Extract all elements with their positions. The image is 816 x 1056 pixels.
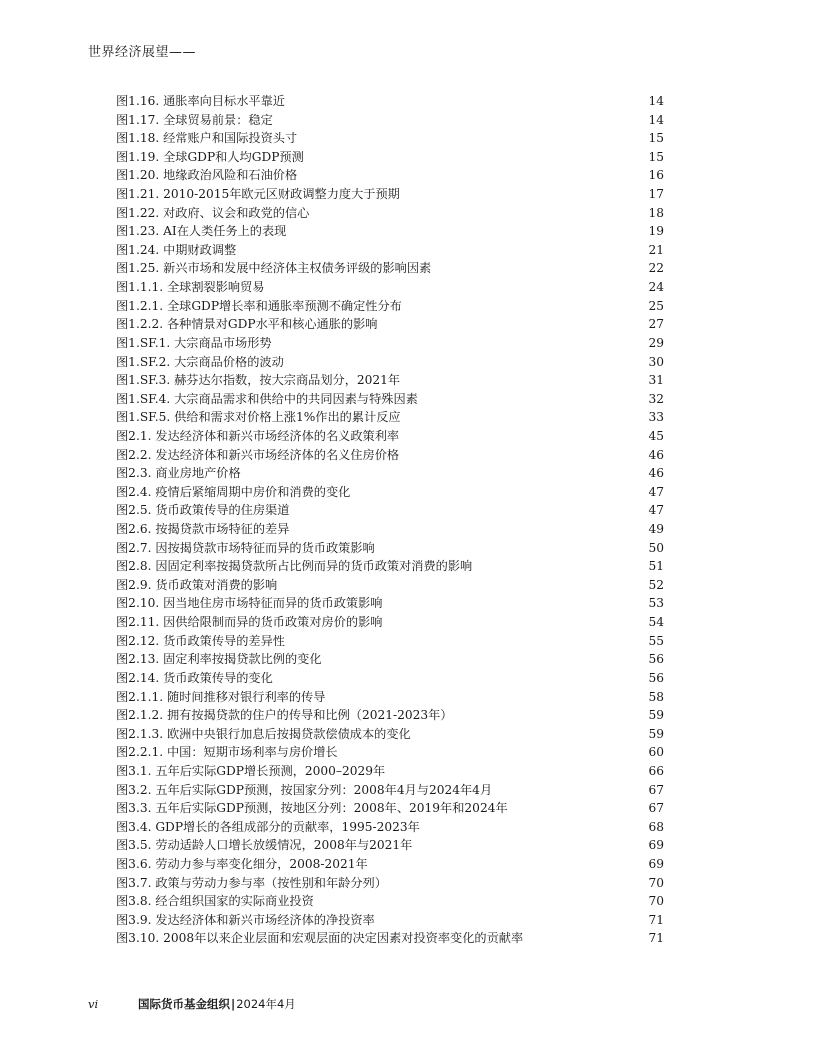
publisher-name: 国际货币基金组织 bbox=[138, 997, 230, 1011]
toc-entry[interactable] bbox=[116, 836, 664, 855]
toc-entry-label: 图3.10. 2008年以来企业层面和宏观层面的决定因素对投资率变化的贡献率 bbox=[116, 931, 524, 946]
toc-entry-page: 47 bbox=[648, 484, 664, 499]
toc-entry[interactable] bbox=[116, 762, 664, 781]
toc-entry[interactable] bbox=[116, 371, 664, 390]
toc-entry[interactable] bbox=[116, 92, 664, 111]
toc-entry[interactable] bbox=[116, 855, 664, 874]
toc-entry-label: 图1.SF.1. 大宗商品市场形势 bbox=[116, 335, 272, 350]
toc-entry[interactable] bbox=[116, 185, 664, 204]
toc-entry[interactable] bbox=[116, 222, 664, 241]
toc-entry-page: 59 bbox=[648, 708, 664, 723]
toc-entry[interactable] bbox=[116, 706, 664, 725]
toc-entry-page: 70 bbox=[648, 875, 664, 890]
toc-entry[interactable] bbox=[116, 799, 664, 818]
toc-entry-label: 图1.SF.4. 大宗商品需求和供给中的共同因素与特殊因素 bbox=[116, 391, 418, 406]
toc-entry[interactable] bbox=[116, 148, 664, 167]
toc-entry-label: 图1.20. 地缘政治风险和石油价格 bbox=[116, 168, 298, 183]
toc-entry[interactable] bbox=[116, 688, 664, 707]
toc-entry-label: 图3.9. 发达经济体和新兴市场经济体的净投资率 bbox=[116, 912, 375, 927]
toc-entry-page: 49 bbox=[648, 522, 664, 537]
toc-entry-page: 69 bbox=[648, 856, 664, 871]
toc-entry-page: 31 bbox=[648, 373, 664, 388]
toc-entry-page: 71 bbox=[648, 931, 664, 946]
toc-entry-page: 52 bbox=[648, 577, 664, 592]
toc-entry-page: 47 bbox=[648, 503, 664, 518]
toc-entry-page: 33 bbox=[648, 410, 664, 425]
toc-entry-page: 51 bbox=[648, 559, 664, 574]
toc-entry-page: 66 bbox=[648, 763, 664, 778]
toc-entry-page: 67 bbox=[648, 782, 664, 797]
toc-entry-label: 图1.2.1. 全球GDP增长率和通胀率预测不确定性分布 bbox=[116, 298, 402, 313]
toc-entry[interactable] bbox=[116, 501, 664, 520]
toc-entry-page: 60 bbox=[648, 745, 664, 760]
toc-entry-label: 图1.22. 对政府、议会和政党的信心 bbox=[116, 205, 310, 220]
toc-entry[interactable] bbox=[116, 594, 664, 613]
toc-entry-page: 30 bbox=[648, 354, 664, 369]
toc-entry-label: 图2.5. 货币政策传导的住房渠道 bbox=[116, 503, 290, 518]
toc-entry-page: 21 bbox=[648, 242, 664, 257]
toc-entry[interactable] bbox=[116, 334, 664, 353]
toc-entry[interactable] bbox=[116, 204, 664, 223]
toc-entry-page: 58 bbox=[648, 689, 664, 704]
toc-entry-label: 图3.5. 劳动适龄人口增长放缓情况，2008年与2021年 bbox=[116, 838, 413, 853]
toc-entry[interactable] bbox=[116, 911, 664, 930]
toc-entry-label: 图1.SF.5. 供给和需求对价格上涨1%作出的累计反应 bbox=[116, 410, 401, 425]
toc-entry-label: 图2.9. 货币政策对消费的影响 bbox=[116, 577, 278, 592]
toc-entry-label: 图2.14. 货币政策传导的变化 bbox=[116, 670, 273, 685]
toc-entry-label: 图3.2. 五年后实际GDP预测，按国家分列：2008年4月与2024年4月 bbox=[116, 782, 493, 797]
toc-entry-label: 图1.23. AI在人类任务上的表现 bbox=[116, 224, 287, 239]
table-of-figures bbox=[116, 92, 664, 948]
toc-entry-label: 图3.4. GDP增长的各组成部分的贡献率，1995-2023年 bbox=[116, 819, 420, 834]
toc-entry-page: 46 bbox=[648, 466, 664, 481]
toc-entry-label: 图3.3. 五年后实际GDP预测，按地区分列：2008年、2019年和2024年 bbox=[116, 801, 508, 816]
toc-entry[interactable] bbox=[116, 297, 664, 316]
toc-entry-label: 图2.2.1. 中国：短期市场利率与房价增长 bbox=[116, 745, 338, 760]
toc-entry[interactable] bbox=[116, 576, 664, 595]
toc-entry-label: 图1.25. 新兴市场和发展中经济体主权债务评级的影响因素 bbox=[116, 261, 432, 276]
publication-date: 2024年4月 bbox=[236, 997, 296, 1011]
toc-entry[interactable] bbox=[116, 818, 664, 837]
toc-entry[interactable] bbox=[116, 743, 664, 762]
toc-entry[interactable] bbox=[116, 166, 664, 185]
toc-entry-label: 图3.6. 劳动力参与率变化细分，2008-2021年 bbox=[116, 856, 368, 871]
toc-entry-page: 54 bbox=[648, 615, 664, 630]
toc-entry-label: 图2.6. 按揭贷款市场特征的差异 bbox=[116, 522, 290, 537]
toc-entry-page: 19 bbox=[648, 224, 664, 239]
toc-entry[interactable] bbox=[116, 557, 664, 576]
toc-entry[interactable] bbox=[116, 129, 664, 148]
toc-entry-label: 图1.SF.2. 大宗商品价格的波动 bbox=[116, 354, 284, 369]
toc-entry[interactable] bbox=[116, 353, 664, 372]
page-number: vi bbox=[88, 997, 99, 1011]
toc-entry[interactable] bbox=[116, 464, 664, 483]
toc-entry-label: 图1.SF.3. 赫芬达尔指数，按大宗商品划分，2021年 bbox=[116, 373, 401, 388]
toc-entry-page: 56 bbox=[648, 652, 664, 667]
toc-entry-page: 56 bbox=[648, 670, 664, 685]
toc-entry-page: 17 bbox=[648, 187, 664, 202]
toc-entry[interactable] bbox=[116, 446, 664, 465]
toc-entry-page: 59 bbox=[648, 726, 664, 741]
toc-entry-label: 图1.18. 经常账户和国际投资头寸 bbox=[116, 131, 298, 146]
toc-entry-label: 图1.2.2. 各种情景对GDP水平和核心通胀的影响 bbox=[116, 317, 378, 332]
toc-entry-label: 图3.1. 五年后实际GDP增长预测，2000–2029年 bbox=[116, 763, 386, 778]
toc-entry-label: 图2.3. 商业房地产价格 bbox=[116, 466, 241, 481]
toc-entry[interactable] bbox=[116, 781, 664, 800]
toc-entry[interactable] bbox=[116, 874, 664, 893]
toc-entry[interactable] bbox=[116, 408, 664, 427]
toc-entry-page: 14 bbox=[648, 94, 664, 108]
toc-entry[interactable] bbox=[116, 632, 664, 651]
toc-entry-label: 图1.24. 中期财政调整 bbox=[116, 242, 237, 257]
toc-entry-label: 图1.1.1. 全球割裂影响贸易 bbox=[116, 280, 265, 295]
toc-entry[interactable] bbox=[116, 929, 664, 948]
toc-entry[interactable] bbox=[116, 111, 664, 130]
running-header: 世界经济展望—— bbox=[88, 45, 197, 60]
toc-entry-label: 图2.1. 发达经济体和新兴市场经济体的名义政策利率 bbox=[116, 428, 400, 443]
toc-entry-label: 图2.1.3. 欧洲中央银行加息后按揭贷款偿债成本的变化 bbox=[116, 726, 411, 741]
toc-entry-label: 图2.12. 货币政策传导的差异性 bbox=[116, 633, 285, 648]
toc-entry-page: 55 bbox=[648, 633, 664, 648]
toc-entry-page: 29 bbox=[648, 335, 664, 350]
toc-entry[interactable] bbox=[116, 520, 664, 539]
toc-entry-label: 图2.7. 因按揭贷款市场特征而异的货币政策影响 bbox=[116, 540, 375, 555]
toc-entry[interactable] bbox=[116, 892, 664, 911]
toc-entry-page: 24 bbox=[648, 280, 664, 295]
toc-entry-label: 图3.8. 经合组织国家的实际商业投资 bbox=[116, 894, 314, 909]
toc-entry-page: 71 bbox=[648, 912, 664, 927]
toc-entry[interactable] bbox=[116, 259, 664, 278]
toc-entry-page: 53 bbox=[648, 596, 664, 611]
toc-entry-page: 16 bbox=[648, 168, 664, 183]
toc-entry[interactable] bbox=[116, 390, 664, 409]
toc-entry[interactable] bbox=[116, 278, 664, 297]
toc-entry-page: 27 bbox=[648, 317, 664, 332]
toc-entry[interactable] bbox=[116, 539, 664, 558]
toc-entry[interactable] bbox=[116, 650, 664, 669]
toc-entry-label: 图2.11. 因供给限制而异的货币政策对房价的影响 bbox=[116, 615, 383, 630]
toc-entry-page: 68 bbox=[648, 819, 664, 834]
toc-entry-page: 25 bbox=[648, 298, 664, 313]
toc-entry[interactable] bbox=[116, 427, 664, 446]
toc-entry-label: 图2.1.2. 拥有按揭贷款的住户的传导和比例（2021-2023年） bbox=[116, 708, 453, 723]
toc-entry-page: 15 bbox=[648, 131, 664, 146]
toc-entry-label: 图2.4. 疫情后紧缩周期中房价和消费的变化 bbox=[116, 484, 351, 499]
toc-entry-page: 14 bbox=[648, 112, 664, 127]
toc-entry-label: 图2.10. 因当地住房市场特征而异的货币政策影响 bbox=[116, 596, 383, 611]
toc-entry-page: 69 bbox=[648, 838, 664, 853]
toc-entry-label: 图1.19. 全球GDP和人均GDP预测 bbox=[116, 149, 304, 164]
toc-entry-page: 70 bbox=[648, 894, 664, 909]
toc-entry[interactable] bbox=[116, 483, 664, 502]
toc-entry[interactable] bbox=[116, 669, 664, 688]
toc-entry-page: 18 bbox=[648, 205, 664, 220]
toc-entry-label: 图2.13. 固定利率按揭贷款比例的变化 bbox=[116, 652, 322, 667]
toc-entry-label: 图1.17. 全球贸易前景：稳定 bbox=[116, 112, 273, 127]
toc-entry[interactable] bbox=[116, 315, 664, 334]
toc-entry[interactable] bbox=[116, 613, 664, 632]
toc-entry-label: 图3.7. 政策与劳动力参与率（按性别和年龄分列） bbox=[116, 875, 387, 890]
toc-entry-page: 15 bbox=[648, 149, 664, 164]
toc-entry-page: 46 bbox=[648, 447, 664, 462]
toc-entry-page: 22 bbox=[648, 261, 664, 276]
toc-entry[interactable] bbox=[116, 241, 664, 260]
toc-entry-page: 32 bbox=[648, 391, 664, 406]
toc-entry-label: 图1.16. 通胀率向目标水平靠近 bbox=[116, 94, 285, 108]
toc-entry-label: 图2.1.1. 随时间推移对银行利率的传导 bbox=[116, 689, 326, 704]
toc-entry-page: 50 bbox=[648, 540, 664, 555]
toc-entry[interactable] bbox=[116, 725, 664, 744]
toc-entry-label: 图2.2. 发达经济体和新兴市场经济体的名义住房价格 bbox=[116, 447, 400, 462]
page-footer bbox=[88, 996, 296, 1012]
footer-separator: | bbox=[231, 997, 236, 1011]
toc-entry-label: 图2.8. 因固定利率按揭贷款所占比例而异的货币政策对消费的影响 bbox=[116, 559, 473, 574]
toc-entry-label: 图1.21. 2010-2015年欧元区财政调整力度大于预期 bbox=[116, 187, 400, 202]
toc-entry-page: 67 bbox=[648, 801, 664, 816]
toc-entry-page: 45 bbox=[648, 428, 664, 443]
